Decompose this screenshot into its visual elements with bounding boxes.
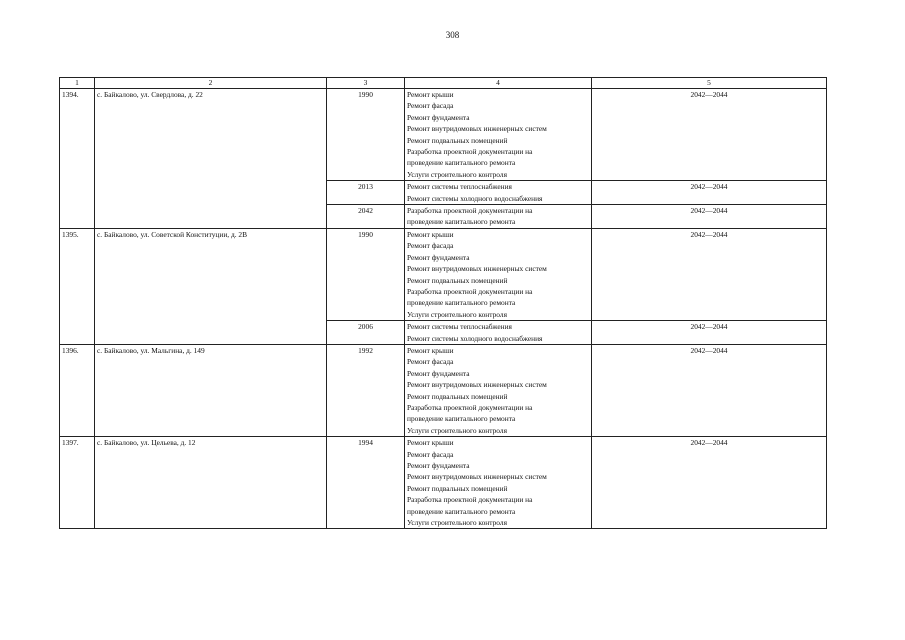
entry-number: 1397.: [60, 437, 95, 529]
repair-work-item: Разработка проектной документации на: [407, 402, 533, 412]
repair-work-item: Услуги строительного контроля: [407, 518, 507, 528]
column-header: 1: [60, 78, 95, 89]
construction-year: 2042: [327, 205, 405, 229]
repair-work-item: Разработка проектной документации на: [407, 495, 533, 505]
repair-work-item: Ремонт подвальных помещений: [407, 483, 508, 493]
capital-repair-table: [59, 77, 827, 529]
building-address: с. Байкалово, ул. Советской Конституции, д. 2В: [95, 228, 327, 344]
table-row: [60, 89, 827, 181]
column-header: 4: [405, 78, 592, 89]
repair-works-list: [405, 181, 592, 205]
column-number-row: [60, 78, 827, 89]
repair-works-list: [405, 228, 592, 320]
column-header: 3: [327, 78, 405, 89]
repair-works-list: [405, 205, 592, 229]
building-address: с. Байкалово, ул. Свердлова, д. 22: [95, 89, 327, 229]
repair-work-item: Ремонт фундамента: [407, 461, 470, 470]
repair-work-item: Услуги строительного контроля: [407, 425, 507, 435]
repair-work-item: Разработка проектной документации на: [407, 147, 533, 157]
entry-number: 1396.: [60, 344, 95, 436]
repair-work-item: Ремонт внутридомовых инженерных систем: [407, 472, 547, 482]
column-header: 5: [592, 78, 827, 89]
entry-number: 1394.: [60, 89, 95, 229]
repair-work-item: Ремонт системы холодного водоснабжения: [407, 193, 543, 203]
construction-year: 1990: [327, 89, 405, 181]
repair-period: 2042—2044: [592, 437, 827, 529]
repair-period: 2042—2044: [592, 321, 827, 345]
construction-year: 2006: [327, 321, 405, 345]
construction-year: 2013: [327, 181, 405, 205]
construction-year: 1994: [327, 437, 405, 529]
repair-work-item: Ремонт крыши: [407, 90, 454, 99]
repair-work-item: Ремонт фасада: [407, 101, 454, 111]
repair-work-item: проведение капитального ремонта: [407, 217, 516, 227]
table-row: [60, 437, 827, 529]
repair-work-item: проведение капитального ремонта: [407, 298, 516, 308]
page-number: 308: [445, 30, 460, 40]
building-address: с. Байкалово, ул. Цельева, д. 12: [95, 437, 327, 529]
table-row: [60, 228, 827, 320]
repair-work-item: Ремонт внутридомовых инженерных систем: [407, 264, 547, 274]
repair-period: 2042—2044: [592, 228, 827, 320]
repair-works-list: [405, 89, 592, 181]
repair-work-item: Ремонт фундамента: [407, 368, 470, 378]
repair-works-list: [405, 321, 592, 345]
repair-period: 2042—2044: [592, 89, 827, 181]
building-address: с. Байкалово, ул. Мальгина, д. 149: [95, 344, 327, 436]
repair-work-item: Ремонт крыши: [407, 229, 454, 239]
repair-period: 2042—2044: [592, 344, 827, 436]
repair-period: 2042—2044: [592, 181, 827, 205]
column-header: 2: [95, 78, 327, 89]
repair-works-list: [405, 437, 592, 529]
repair-work-item: Услуги строительного контроля: [407, 309, 507, 319]
repair-work-item: Ремонт крыши: [407, 345, 454, 355]
repair-work-item: Ремонт подвальных помещений: [407, 391, 508, 401]
repair-work-item: Ремонт подвальных помещений: [407, 275, 508, 285]
repair-works-list: [405, 344, 592, 436]
repair-work-item: Ремонт фундамента: [407, 252, 470, 262]
entry-number: 1395.: [60, 228, 95, 344]
repair-work-item: Ремонт внутридомовых инженерных систем: [407, 124, 547, 134]
repair-work-item: проведение капитального ремонта: [407, 506, 516, 516]
repair-work-item: Ремонт крыши: [407, 438, 454, 448]
repair-work-item: Ремонт подвальных помещений: [407, 135, 508, 145]
repair-work-item: Ремонт системы теплоснабжения: [407, 322, 512, 332]
repair-work-item: Ремонт системы теплоснабжения: [407, 182, 512, 192]
repair-work-item: Ремонт фасада: [407, 357, 454, 367]
construction-year: 1990: [327, 228, 405, 320]
table-row: [60, 344, 827, 436]
construction-year: 1992: [327, 344, 405, 436]
repair-work-item: проведение капитального ремонта: [407, 414, 516, 424]
repair-work-item: Разработка проектной документации на: [407, 206, 533, 216]
repair-period: 2042—2044: [592, 205, 827, 229]
repair-work-item: Услуги строительного контроля: [407, 169, 507, 179]
repair-work-item: проведение капитального ремонта: [407, 158, 516, 168]
repair-work-item: Ремонт фасада: [407, 449, 454, 459]
repair-work-item: Ремонт системы холодного водоснабжения: [407, 333, 543, 343]
repair-work-item: Ремонт фасада: [407, 241, 454, 251]
repair-work-item: Ремонт фундамента: [407, 112, 470, 122]
repair-work-item: Ремонт внутридомовых инженерных систем: [407, 380, 547, 390]
repair-work-item: Разработка проектной документации на: [407, 286, 533, 296]
